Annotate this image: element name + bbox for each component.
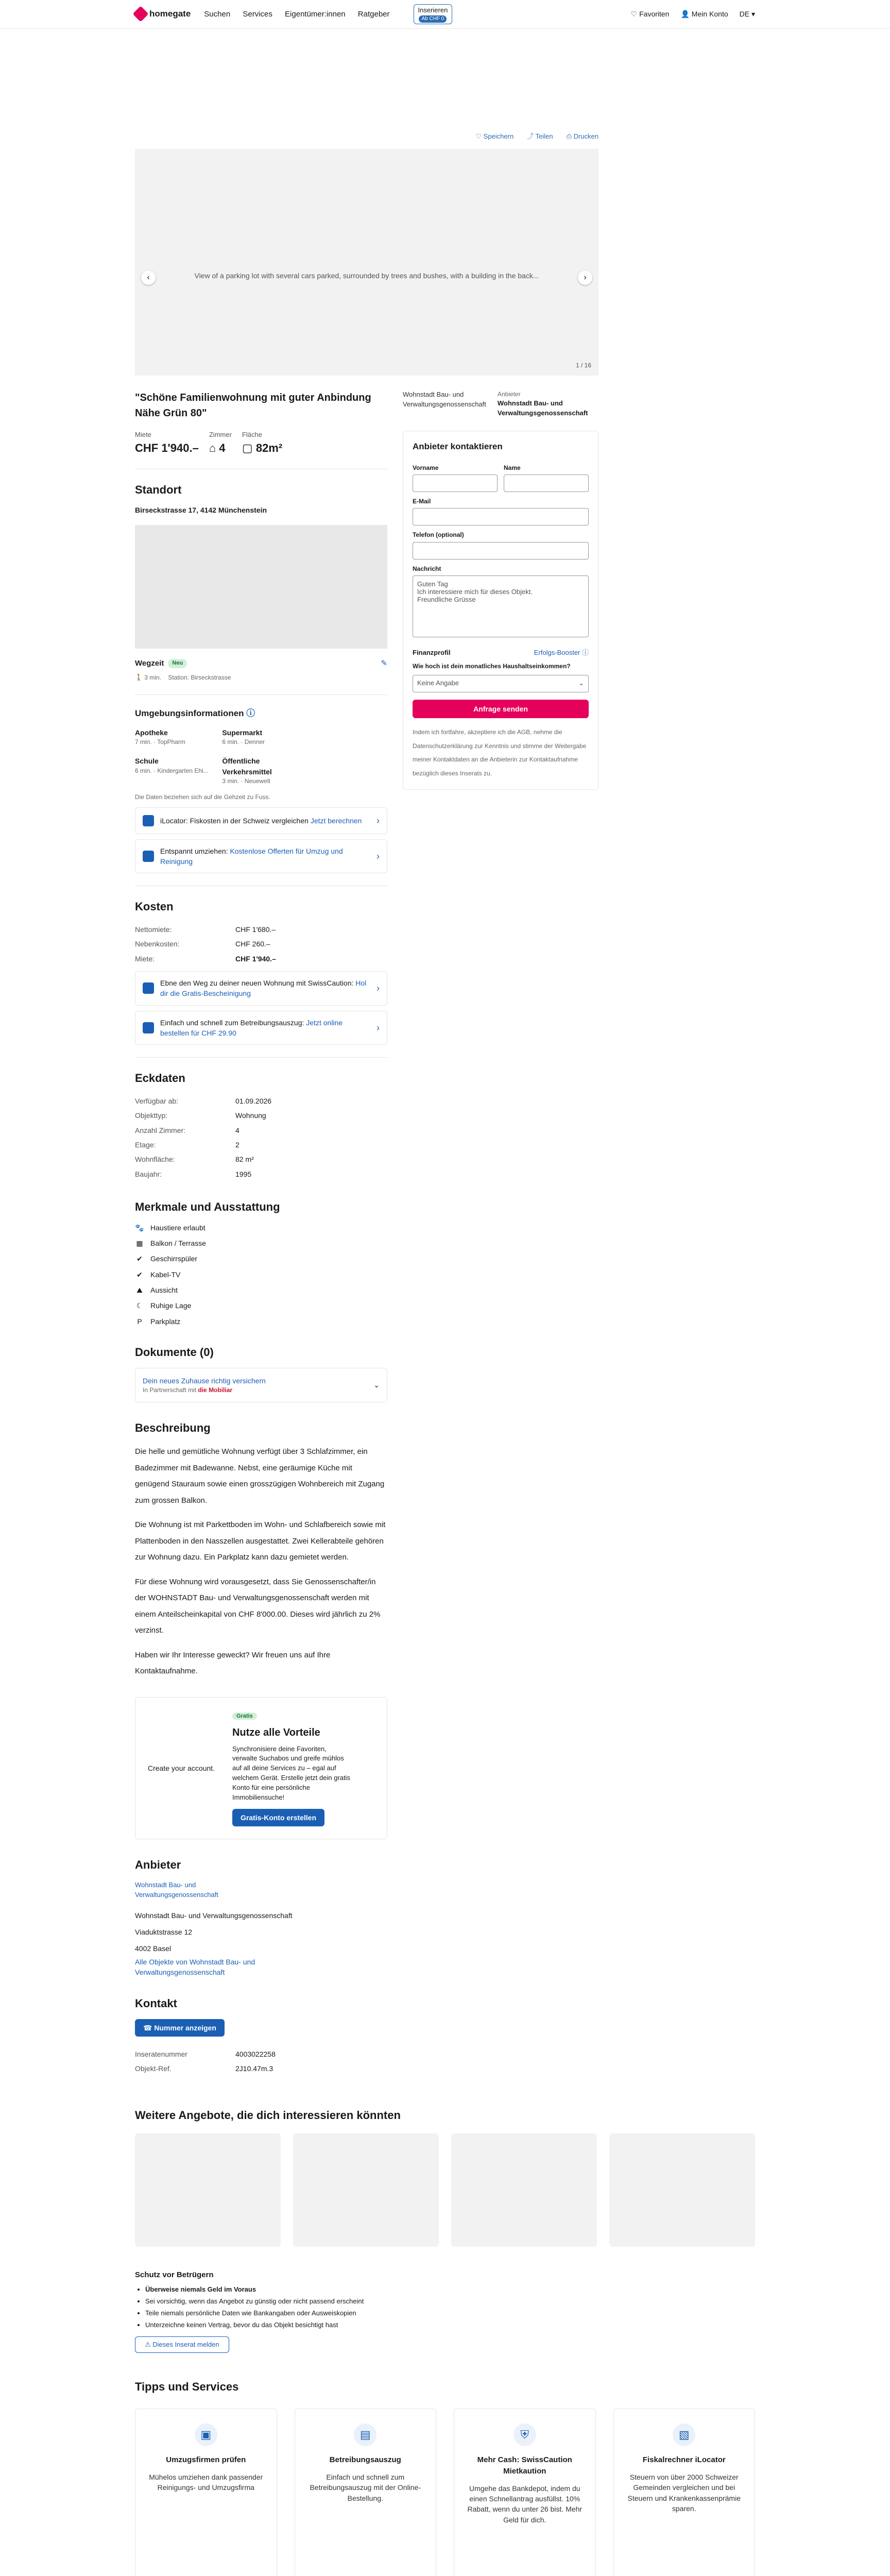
tip-card[interactable]: ▤ Betreibungsauszug Einfach und schnell zum Betreibungsauszug mit der Online-Bestellung. [295, 2409, 437, 2576]
similar-listing-card[interactable] [609, 2133, 755, 2247]
chevron-right-icon: › [376, 851, 380, 861]
language-select[interactable]: DE ▾ [739, 10, 755, 19]
favorites-link[interactable]: ♡ Favoriten [630, 10, 670, 19]
send-request-button[interactable]: Anfrage senden [413, 700, 589, 718]
parking-icon: P [137, 1317, 142, 1326]
top-navigation [0, 0, 890, 29]
email-field[interactable] [413, 508, 589, 526]
contact-form: Anbieter kontaktieren Vorname Name E-Mail Telefon (optional) Nachricht Guten Tag Ich interessiere mich für dieses Objekt. Freundliche Grüsse Finanzprofil Erfolgs-Booster ⓘ Wie hoch ist dein monatliches Haushaltseinkommen? Keine Angabe ⌄ Anfrage senden Indem ich fortfahre, akzeptiere ich die AGB, nehme die Datenschutzerklärung zur Kenntnis und stimme der Weitergabe meiner Kontaktdaten an die Anbieterin zur Kontaktaufnahme bezüglich dieses Inserats zu. [403, 431, 598, 790]
area-icon: ▢ [242, 441, 253, 454]
last-name-field[interactable] [504, 474, 589, 492]
provider-logo: Wohnstadt Bau- und Verwaltungsgenossenschaft [135, 1880, 218, 1899]
costs-heading: Kosten [135, 900, 174, 913]
similar-listing-card[interactable] [135, 2133, 281, 2247]
print-button[interactable]: ⎙ Drucken [566, 132, 598, 140]
report-listing-button[interactable]: ⚠ Dieses Inserat melden [135, 2336, 229, 2353]
location-heading: Standort [135, 483, 182, 496]
main-nav [204, 9, 400, 20]
share-button[interactable]: ⤴ Teilen [527, 132, 553, 140]
check-icon: ✔ [136, 1255, 143, 1263]
feature-item: ▦ Balkon / Terrasse [135, 1238, 387, 1248]
create-account-box: Create your account. Gratis Nutze alle Vorteile Synchronisiere deine Favoriten, verwalte Suchabos und greife mühlos auf all deine Services zu – egal auf welchem Gerät. Erstelle jetzt dein gratis Konto für eine persönliche Immobiliensuche! Gratis-Konto erstellen [135, 1697, 387, 1839]
info-icon[interactable]: ⓘ [246, 708, 255, 718]
similar-listing-card[interactable] [293, 2133, 439, 2247]
keydata-heading: Eckdaten [135, 1072, 185, 1085]
key-facts: Miete CHF 1'940.– Zimmer ⌂ 4 Fläche ▢ 82m² [135, 430, 387, 456]
swisscaution-promo[interactable]: Ebne den Weg zu deiner neuen Wohnung mit SwissCaution: Hol dir die Gratis-Bescheinigung › [135, 971, 387, 1006]
listing-title: "Schöne Familienwohnung mit guter Anbindung Nähe Grün 80" [135, 392, 371, 419]
surroundings-list: Apotheke 7 min. · TopPharm Supermarkt 6 min. · Denner Schule 6 min. · Kindergarten Ehi... Öffentliche Verkehrsmittel 3 min. · Neuewelt [135, 728, 272, 785]
income-select[interactable]: Keine Angabe ⌄ [413, 675, 589, 692]
check-icon: ✔ [136, 1270, 143, 1279]
chevron-down-icon: ⌄ [578, 679, 584, 687]
tip-card[interactable]: ⛨ Mehr Cash: SwissCaution Mietkaution Umgehe das Bankdepot, indem du einen Schnellantrag ausfüllst. 10% Rabatt, wenn du unter 26 bist. Mehr Geld für dich. [454, 2409, 596, 2576]
surroundings-heading: Umgebungsinformationen ⓘ [135, 708, 255, 718]
feature-item: ☾ Ruhige Lage [135, 1300, 387, 1311]
similar-heading: Weitere Angebote, die dich interessieren könnten [135, 2108, 401, 2122]
costs-table: Nettomiete: CHF 1'680.– Nebenkosten: CHF 260.– Miete: CHF 1'940.– [135, 925, 276, 963]
message-field[interactable] [413, 575, 589, 637]
logo-icon [132, 6, 148, 22]
photo-caption: View of a parking lot with several cars parked, surrounded by trees and bushes, with a building in the back... [194, 271, 539, 280]
box-icon: ▣ [195, 2424, 217, 2446]
inserieren-button[interactable]: Inserieren Ab CHF 0 [414, 4, 453, 24]
feature-item: ⛰ Aussicht [135, 1285, 387, 1295]
features-heading: Merkmale und Ausstattung [135, 1200, 280, 1213]
paw-icon: 🐾 [135, 1223, 144, 1232]
similar-listings [135, 2133, 755, 2247]
feature-item: 🐾 Haustiere erlaubt [135, 1223, 387, 1233]
account-link[interactable]: 👤 Mein Konto [680, 10, 728, 19]
moving-icon [143, 851, 154, 862]
insurance-partner[interactable]: Dein neues Zuhause richtig versichern In Partnerschaft mit die Mobiliar ⌄ [135, 1368, 387, 1403]
rooms-value: 4 [219, 441, 226, 454]
shield-icon: ⛨ [514, 2424, 536, 2446]
gallery-prev-button[interactable]: ‹ [141, 270, 156, 285]
ilocator-promo[interactable]: iLocator: Fiskosten in der Schweiz vergleichen Jetzt berechnen › [135, 807, 387, 834]
chevron-right-icon: › [376, 983, 380, 994]
gallery-next-button[interactable]: › [578, 270, 592, 285]
save-button[interactable]: ♡ Speichern [475, 132, 514, 140]
address: Birseckstrasse 17, 4142 Münchenstein [135, 506, 267, 515]
side-provider: Wohnstadt Bau- und Verwaltungsgenossenschaft Anbieter Wohnstadt Bau- und Verwaltungsgenossenschaft [403, 390, 588, 417]
booster-link[interactable]: Erfolgs-Booster ⓘ [534, 648, 589, 656]
similar-listing-card[interactable] [451, 2133, 597, 2247]
contact-heading: Kontakt [135, 1996, 177, 2010]
provider-heading: Anbieter [135, 1858, 181, 1871]
feature-item: ✔ Kabel-TV [135, 1269, 387, 1280]
keydata-table: Verfügbar ab: 01.09.2026 Objekttyp: Wohnung Anzahl Zimmer: 4 Etage: 2 Wohnfläche: 82 m² Baujahr: 1995 [135, 1097, 272, 1178]
provider-all-listings-link[interactable]: Alle Objekte von Wohnstadt Bau- und Verwaltungsgenossenschaft [135, 1958, 255, 1977]
nav-eigentuemer[interactable]: Eigentümer:innen [285, 9, 346, 19]
feature-item: ✔ Geschirrspüler [135, 1253, 387, 1264]
rent-value: CHF 1'940.– [135, 441, 199, 454]
photo-gallery[interactable] [135, 149, 598, 376]
feature-item: P Parkplatz [135, 1316, 387, 1327]
location-map[interactable] [135, 525, 387, 649]
scam-protection: Schutz vor Betrügern • Überweise niemals Geld im Voraus • Sei vorsichtig, wenn das Angebot zu günstig oder nicht passend erscheint • Teile niemals persönliche Daten wie Bankangaben oder Ausweiskopien • Unterzeichne keinen Vertrag, bevor du das Objekt besichtigt hast ⚠ Dieses Inserat melden [135, 2269, 465, 2353]
map-icon: ▧ [673, 2424, 695, 2446]
edit-icon[interactable]: ✎ [381, 658, 387, 668]
quiet-icon: ☾ [136, 1301, 143, 1310]
document-icon: ▤ [354, 2424, 376, 2446]
chevron-down-icon: ⌄ [373, 1381, 380, 1389]
tips-heading: Tipps und Services [135, 2380, 239, 2394]
view-icon: ⛰ [136, 1286, 143, 1295]
walk-icon: 🚶 [135, 673, 143, 681]
photo-counter: 1 / 16 [575, 362, 591, 369]
ilocator-icon [143, 815, 154, 826]
chevron-right-icon: › [376, 815, 380, 826]
homegate-logo[interactable]: homegate [135, 8, 191, 21]
moving-promo[interactable]: Entspannt umziehen: Kostenlose Offerten für Umzug und Reinigung › [135, 839, 387, 874]
rooms-icon: ⌂ [209, 441, 216, 454]
tip-card[interactable]: ▧ Fiskalrechner iLocator Steuern von über 2000 Schweizer Gemeinden vergleichen und bei Steuern und Krankenkassenprämie sparen. [613, 2409, 756, 2576]
document-icon [143, 982, 154, 994]
nav-suchen[interactable]: Suchen [204, 9, 231, 19]
create-account-button[interactable]: Gratis-Konto erstellen [232, 1809, 324, 1826]
chevron-right-icon: › [376, 1022, 380, 1033]
debt-extract-promo[interactable]: Einfach und schnell zum Betreibungsauszug: Jetzt online bestellen für CHF 29.90 › [135, 1011, 387, 1045]
nav-services[interactable]: Services [243, 9, 272, 19]
document-icon [143, 1022, 154, 1033]
tip-card[interactable]: ▣ Umzugsfirmen prüfen Mühelos umziehen dank passender Reinigungs- und Umzugsfirma [135, 2409, 277, 2576]
balcony-icon: ▦ [136, 1239, 143, 1248]
show-number-button[interactable]: ☎ Nummer anzeigen [135, 2019, 225, 2037]
first-name-field[interactable] [413, 474, 498, 492]
description-heading: Beschreibung [135, 1421, 211, 1435]
nav-ratgeber[interactable]: Ratgeber [357, 9, 390, 19]
phone-field[interactable] [413, 542, 589, 560]
contact-table: Inseratenummer 4003022258 Objekt-Ref. 2J10.47m.3 [135, 2049, 276, 2073]
area-value: 82m² [255, 441, 283, 454]
documents-heading: Dokumente (0) [135, 1345, 214, 1359]
